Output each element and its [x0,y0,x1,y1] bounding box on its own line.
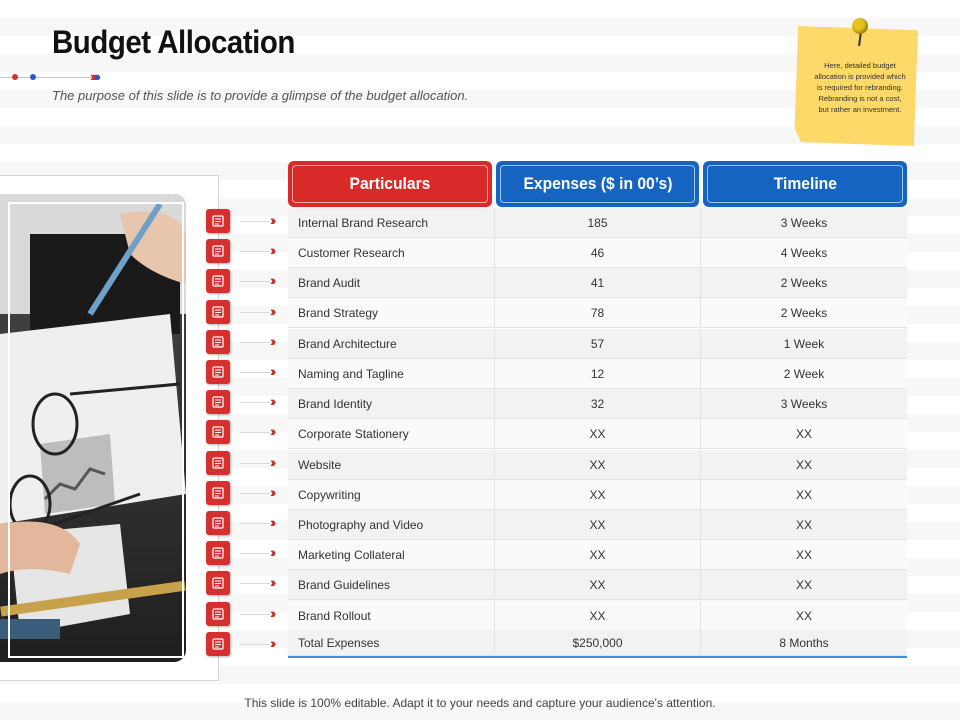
total-row [288,630,907,656]
cell-expense: 57 [495,329,701,359]
connector-line [240,312,270,313]
laptop-icon [206,330,230,354]
checklist-icon [206,269,230,293]
flag-icon [206,602,230,626]
table-row [288,298,907,328]
table-row [288,601,907,631]
cell-particular: Copywriting [288,480,495,510]
cell-timeline: 2 Weeks [701,298,907,328]
rocket-icon [206,300,230,324]
chevron-right-icon: ›› [270,634,274,651]
header-expenses: Expenses ($ in 00’s) [496,161,699,207]
connector-line [240,372,270,373]
cell-timeline: 2 Week [701,359,907,389]
cell-particular: Brand Architecture [288,329,495,359]
connector-line [240,402,270,403]
table-row [288,450,907,480]
cell-expense: XX [495,601,701,631]
chevron-right-icon: ›› [270,574,274,591]
connector-line [240,644,270,645]
cell-timeline: XX [701,450,907,480]
cell-particular: Customer Research [288,238,495,268]
table-row [288,419,907,449]
cell-timeline: XX [701,419,907,449]
cell-particular: Brand Identity [288,389,495,419]
cell-timeline: 3 Weeks [701,208,907,238]
connector-line [240,221,270,222]
cell-particular: Brand Guidelines [288,570,495,600]
table-row [288,268,907,298]
cell-timeline: XX [701,570,907,600]
table-row [288,389,907,419]
table-row [288,208,907,238]
document-icon [206,209,230,233]
decorative-dot [30,74,36,80]
chevron-right-icon: ›› [270,302,274,319]
cell-particular: Marketing Collateral [288,540,495,570]
chevron-right-icon: ›› [270,242,274,259]
cell-particular: Brand Rollout [288,601,495,631]
id-badge-icon [206,390,230,414]
connector-line [240,553,270,554]
slide-footer: This slide is 100% editable. Adapt it to your needs and capture your audience's attention. [244,696,716,710]
total-underline [288,656,907,658]
connector-line [240,583,270,584]
cell-expense: 41 [495,268,701,298]
table-row [288,238,907,268]
user-search-icon [206,239,230,263]
connector-line [240,342,270,343]
chevron-right-icon: ›› [270,393,274,410]
table-row [288,359,907,389]
cell-total-expense: $250,000 [495,630,701,656]
header-timeline: Timeline [703,161,907,207]
slide-title: Budget Allocation [52,24,295,60]
cell-particular: Brand Strategy [288,298,495,328]
cell-particular: Photography and Video [288,510,495,540]
book-icon [206,571,230,595]
cell-expense: 46 [495,238,701,268]
cell-particular: Website [288,450,495,480]
chevron-right-icon: ›› [270,272,274,289]
cell-expense: XX [495,480,701,510]
camera-icon [206,511,230,535]
chevron-right-icon: ›› [270,483,274,500]
slide-subtitle: The purpose of this slide is to provide a glimpse of the budget allocation. [52,88,469,103]
cell-expense: XX [495,540,701,570]
cell-expense: 32 [495,389,701,419]
cell-particular: Brand Audit [288,268,495,298]
cell-particular: Corporate Stationery [288,419,495,449]
table-row [288,570,907,600]
cell-particular: Internal Brand Research [288,208,495,238]
chevron-right-icon: ›› [270,544,274,561]
table-row [288,540,907,570]
connector-line [240,251,270,252]
connector-line [240,614,270,615]
pen-paper-icon [206,481,230,505]
cell-timeline: 2 Weeks [701,268,907,298]
megaphone-icon [206,541,230,565]
cell-expense: XX [495,510,701,540]
connector-line [240,463,270,464]
piggy-bank-icon [206,420,230,444]
header-particulars: Particulars [288,161,492,207]
cell-expense: XX [495,419,701,449]
table-row [288,329,907,359]
chevron-right-icon: ›› [270,604,274,621]
cell-expense: 185 [495,208,701,238]
connector-line [240,523,270,524]
cell-particular: Naming and Tagline [288,359,495,389]
chevron-right-icon: ›› [270,453,274,470]
chevron-right-icon: ›› [270,332,274,349]
cell-total-label: Total Expenses [288,630,495,656]
cell-timeline: XX [701,510,907,540]
photo-inner-border [8,202,184,658]
cell-expense: 12 [495,359,701,389]
connector-line [240,493,270,494]
chevron-right-icon: ›› [270,212,274,228]
cell-expense: XX [495,570,701,600]
connector-line [240,432,270,433]
cell-timeline: 4 Weeks [701,238,907,268]
chevron-right-icon: ›› [270,423,274,440]
chevron-right-icon: ›› [270,514,274,530]
cell-total-timeline: 8 Months [701,630,907,656]
web-browser-icon [206,451,230,475]
cell-expense: XX [495,450,701,480]
cell-timeline: XX [701,540,907,570]
sticky-note-text: Here, detailed budget allocation is provided which is required for rebranding. Rebranding is not a cost, but rather an investment. [814,61,906,114]
cell-timeline: XX [701,601,907,631]
chevron-right-icon: ›› [270,363,274,379]
decorative-arrows-icon: ›››››› [90,69,98,84]
bar-chart-icon [206,632,230,656]
cell-timeline: 1 Week [701,329,907,359]
cell-timeline: 3 Weeks [701,389,907,419]
pin-head-icon [852,18,868,34]
cell-expense: 78 [495,298,701,328]
tag-icon [206,360,230,384]
cell-timeline: XX [701,480,907,510]
table-row [288,510,907,540]
connector-line [240,281,270,282]
decorative-dot [12,74,18,80]
table-row [288,480,907,510]
